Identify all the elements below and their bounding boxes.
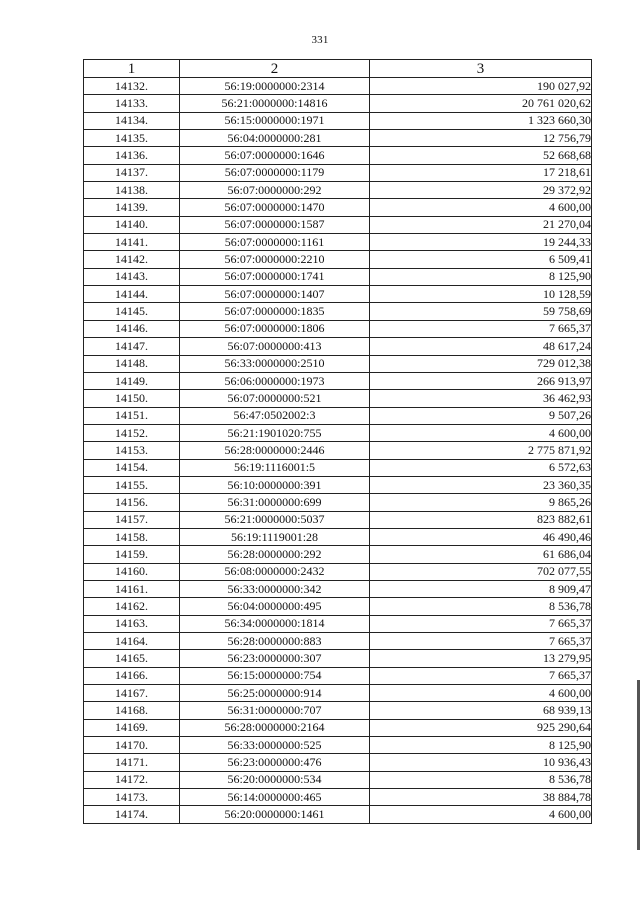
cadastral-number-cell: 56:20:0000000:534 — [180, 771, 370, 788]
cadastral-number-cell: 56:04:0000000:495 — [180, 598, 370, 615]
table-row — [84, 546, 592, 563]
table-row — [84, 615, 592, 632]
table-row — [84, 424, 592, 441]
row-number-cell: 14172. — [84, 771, 180, 788]
cadastral-number-cell: 56:07:0000000:2210 — [180, 251, 370, 268]
row-number-cell: 14137. — [84, 164, 180, 181]
table-row — [84, 806, 592, 823]
value-cell: 729 012,38 — [370, 355, 592, 372]
cadastral-number-cell: 56:15:0000000:1971 — [180, 112, 370, 129]
cadastral-number-cell: 56:28:0000000:292 — [180, 546, 370, 563]
value-cell: 4 600,00 — [370, 806, 592, 823]
row-number-cell: 14152. — [84, 424, 180, 441]
cadastral-number-cell: 56:14:0000000:465 — [180, 789, 370, 806]
cadastral-number-cell: 56:21:0000000:14816 — [180, 95, 370, 112]
value-cell: 1 323 660,30 — [370, 112, 592, 129]
value-cell: 48 617,24 — [370, 338, 592, 355]
table-row — [84, 234, 592, 251]
row-number-cell: 14165. — [84, 650, 180, 667]
value-cell: 7 665,37 — [370, 615, 592, 632]
row-number-cell: 14166. — [84, 667, 180, 684]
row-number-cell: 14160. — [84, 563, 180, 580]
table-row — [84, 286, 592, 303]
value-cell: 13 279,95 — [370, 650, 592, 667]
cadastral-number-cell: 56:33:0000000:525 — [180, 737, 370, 754]
cadastral-number-cell: 56:08:0000000:2432 — [180, 563, 370, 580]
value-cell: 23 360,35 — [370, 476, 592, 493]
table-row — [84, 182, 592, 199]
table-row — [84, 650, 592, 667]
row-number-cell: 14147. — [84, 338, 180, 355]
value-cell: 7 665,37 — [370, 667, 592, 684]
cadastral-number-cell: 56:07:0000000:1407 — [180, 286, 370, 303]
value-cell: 20 761 020,62 — [370, 95, 592, 112]
row-number-cell: 14135. — [84, 130, 180, 147]
row-number-cell: 14145. — [84, 303, 180, 320]
value-cell: 7 665,37 — [370, 633, 592, 650]
table-row — [84, 685, 592, 702]
table-row — [84, 719, 592, 736]
row-number-cell: 14155. — [84, 476, 180, 493]
value-cell: 266 913,97 — [370, 372, 592, 389]
row-number-cell: 14136. — [84, 147, 180, 164]
table-row — [84, 216, 592, 233]
table-row — [84, 372, 592, 389]
value-cell: 9 507,26 — [370, 407, 592, 424]
table-row — [84, 598, 592, 615]
row-number-cell: 14174. — [84, 806, 180, 823]
cadastral-number-cell: 56:07:0000000:1179 — [180, 164, 370, 181]
table-row — [84, 407, 592, 424]
row-number-cell: 14164. — [84, 633, 180, 650]
row-number-cell: 14134. — [84, 112, 180, 129]
table-row — [84, 667, 592, 684]
page-number: 331 — [311, 34, 329, 46]
table-row — [84, 754, 592, 771]
row-number-cell: 14161. — [84, 580, 180, 597]
value-cell: 59 758,69 — [370, 303, 592, 320]
value-cell: 68 939,13 — [370, 702, 592, 719]
row-number-cell: 14144. — [84, 286, 180, 303]
row-number-cell: 14150. — [84, 390, 180, 407]
table-row — [84, 442, 592, 459]
table-row — [84, 580, 592, 597]
cadastral-number-cell: 56:04:0000000:281 — [180, 130, 370, 147]
cadastral-number-cell: 56:07:0000000:413 — [180, 338, 370, 355]
table-row — [84, 338, 592, 355]
row-number-cell: 14168. — [84, 702, 180, 719]
table-row — [84, 78, 592, 95]
cadastral-number-cell: 56:21:0000000:5037 — [180, 511, 370, 528]
row-number-cell: 14167. — [84, 685, 180, 702]
value-cell: 6 509,41 — [370, 251, 592, 268]
column-header-3: 3 — [370, 60, 592, 78]
cadastral-number-cell: 56:07:0000000:1741 — [180, 268, 370, 285]
cadastral-number-cell: 56:06:0000000:1973 — [180, 372, 370, 389]
value-cell: 52 668,68 — [370, 147, 592, 164]
value-cell: 46 490,46 — [370, 528, 592, 545]
value-cell: 8 125,90 — [370, 268, 592, 285]
cadastral-number-cell: 56:07:0000000:1587 — [180, 216, 370, 233]
cadastral-number-cell: 56:20:0000000:1461 — [180, 806, 370, 823]
cadastral-number-cell: 56:28:0000000:2164 — [180, 719, 370, 736]
row-number-cell: 14139. — [84, 199, 180, 216]
table-row — [84, 268, 592, 285]
value-cell: 10 936,43 — [370, 754, 592, 771]
table-row — [84, 737, 592, 754]
row-number-cell: 14171. — [84, 754, 180, 771]
table-row — [84, 494, 592, 511]
table-row — [84, 528, 592, 545]
cadastral-number-cell: 56:07:0000000:521 — [180, 390, 370, 407]
value-cell: 7 665,37 — [370, 320, 592, 337]
row-number-cell: 14140. — [84, 216, 180, 233]
value-cell: 12 756,79 — [370, 130, 592, 147]
row-number-cell: 14156. — [84, 494, 180, 511]
cadastral-number-cell: 56:07:0000000:1470 — [180, 199, 370, 216]
value-cell: 61 686,04 — [370, 546, 592, 563]
cadastral-number-cell: 56:10:0000000:391 — [180, 476, 370, 493]
table-row — [84, 511, 592, 528]
value-cell: 6 572,63 — [370, 459, 592, 476]
table-row — [84, 147, 592, 164]
row-number-cell: 14162. — [84, 598, 180, 615]
table-row — [84, 303, 592, 320]
table-row — [84, 320, 592, 337]
table-row — [84, 390, 592, 407]
row-number-cell: 14148. — [84, 355, 180, 372]
value-cell: 8 536,78 — [370, 771, 592, 788]
cadastral-number-cell: 56:23:0000000:307 — [180, 650, 370, 667]
cadastral-number-cell: 56:07:0000000:1835 — [180, 303, 370, 320]
table-row — [84, 199, 592, 216]
value-cell: 190 027,92 — [370, 78, 592, 95]
table-row — [84, 563, 592, 580]
table-row — [84, 355, 592, 372]
value-cell: 925 290,64 — [370, 719, 592, 736]
table-row — [84, 459, 592, 476]
row-number-cell: 14169. — [84, 719, 180, 736]
cadastral-number-cell: 56:07:0000000:1161 — [180, 234, 370, 251]
row-number-cell: 14133. — [84, 95, 180, 112]
value-cell: 10 128,59 — [370, 286, 592, 303]
cadastral-number-cell: 56:21:1901020:755 — [180, 424, 370, 441]
value-cell: 9 865,26 — [370, 494, 592, 511]
value-cell: 17 218,61 — [370, 164, 592, 181]
row-number-cell: 14142. — [84, 251, 180, 268]
cadastral-number-cell: 56:47:0502002:3 — [180, 407, 370, 424]
cadastral-number-cell: 56:07:0000000:292 — [180, 182, 370, 199]
value-cell: 823 882,61 — [370, 511, 592, 528]
value-cell: 36 462,93 — [370, 390, 592, 407]
row-number-cell: 14138. — [84, 182, 180, 199]
cadastral-number-cell: 56:07:0000000:1806 — [180, 320, 370, 337]
cadastral-number-cell: 56:34:0000000:1814 — [180, 615, 370, 632]
table-row — [84, 476, 592, 493]
table-row — [84, 771, 592, 788]
table-row — [84, 789, 592, 806]
cadastral-number-cell: 56:31:0000000:699 — [180, 494, 370, 511]
row-number-cell: 14163. — [84, 615, 180, 632]
value-cell: 4 600,00 — [370, 685, 592, 702]
table-body — [84, 78, 592, 824]
row-number-cell: 14170. — [84, 737, 180, 754]
cadastral-number-cell: 56:31:0000000:707 — [180, 702, 370, 719]
cadastral-number-cell: 56:28:0000000:2446 — [180, 442, 370, 459]
column-header-1: 1 — [84, 60, 180, 78]
row-number-cell: 14132. — [84, 78, 180, 95]
value-cell: 702 077,55 — [370, 563, 592, 580]
value-cell: 21 270,04 — [370, 216, 592, 233]
cadastral-number-cell: 56:23:0000000:476 — [180, 754, 370, 771]
cadastral-number-cell: 56:33:0000000:342 — [180, 580, 370, 597]
value-cell: 2 775 871,92 — [370, 442, 592, 459]
table-row — [84, 95, 592, 112]
cadastral-number-cell: 56:19:1116001:5 — [180, 459, 370, 476]
cadastral-number-cell: 56:19:0000000:2314 — [180, 78, 370, 95]
value-cell: 38 884,78 — [370, 789, 592, 806]
data-table — [83, 59, 592, 824]
row-number-cell: 14146. — [84, 320, 180, 337]
value-cell: 8 536,78 — [370, 598, 592, 615]
value-cell: 19 244,33 — [370, 234, 592, 251]
value-cell: 29 372,92 — [370, 182, 592, 199]
value-cell: 8 125,90 — [370, 737, 592, 754]
row-number-cell: 14158. — [84, 528, 180, 545]
cadastral-number-cell: 56:19:1119001:28 — [180, 528, 370, 545]
value-cell: 8 909,47 — [370, 580, 592, 597]
table-row — [84, 112, 592, 129]
cadastral-number-cell: 56:07:0000000:1646 — [180, 147, 370, 164]
row-number-cell: 14153. — [84, 442, 180, 459]
table-row — [84, 130, 592, 147]
cadastral-number-cell: 56:33:0000000:2510 — [180, 355, 370, 372]
table-row — [84, 633, 592, 650]
header-row — [84, 60, 592, 78]
row-number-cell: 14151. — [84, 407, 180, 424]
row-number-cell: 14149. — [84, 372, 180, 389]
cadastral-number-cell: 56:15:0000000:754 — [180, 667, 370, 684]
row-number-cell: 14154. — [84, 459, 180, 476]
value-cell: 4 600,00 — [370, 424, 592, 441]
cadastral-number-cell: 56:25:0000000:914 — [180, 685, 370, 702]
table-row — [84, 164, 592, 181]
row-number-cell: 14157. — [84, 511, 180, 528]
cadastral-number-cell: 56:28:0000000:883 — [180, 633, 370, 650]
table-row — [84, 702, 592, 719]
row-number-cell: 14159. — [84, 546, 180, 563]
value-cell: 4 600,00 — [370, 199, 592, 216]
table-row — [84, 251, 592, 268]
row-number-cell: 14173. — [84, 789, 180, 806]
column-header-2: 2 — [180, 60, 370, 78]
row-number-cell: 14141. — [84, 234, 180, 251]
row-number-cell: 14143. — [84, 268, 180, 285]
